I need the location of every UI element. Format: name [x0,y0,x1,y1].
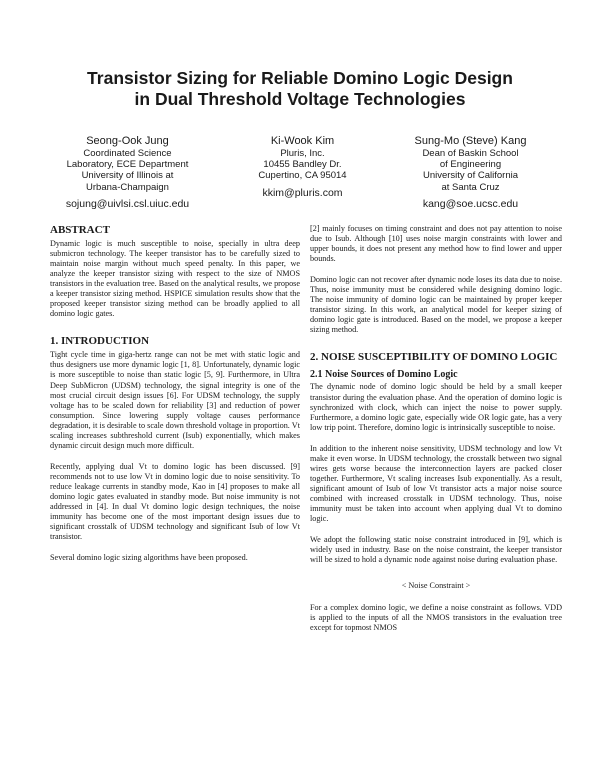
author-email: kang@soe.ucsc.edu [422,197,519,210]
title-line-2: in Dual Threshold Voltage Technologies [134,89,466,109]
author-affiliation-line: Urbana-Champaign [86,181,169,193]
right-paragraph-2: Domino logic can not recover after dynamic node loses its data due to noise. Thus, noise immunity must be considered while designing domino logic. The noise immunity of domino logic can be maintained by proper keeper transistor sizing. In this work, an analytical model for keeper sizing of domino logic gate is introduced. Based on the model, we propose a keeper sizing method. [310,275,562,335]
author-name: Sung-Mo (Steve) Kang [414,135,527,147]
intro-paragraph-3: Several domino logic sizing algorithms have been proposed. [50,553,248,563]
paper-title [40,68,560,110]
left-column [50,224,300,574]
noise-constraint-label: < Noise Constraint > [401,581,471,591]
author-affiliation-line: Cupertino, CA 95014 [258,170,347,182]
author-email: kkim@pluris.com [262,186,343,199]
author-affiliation-line: of Engineering [439,159,502,171]
author-name: Ki-Wook Kim [270,135,335,147]
author-affiliation-line: University of California [422,170,519,182]
intro-paragraph-2: Recently, applying dual Vt to domino logic has been discussed. [9] recommends not to use low Vt in domino logic due to noise sensitivity. To reduce leakage currents in standby mode, Kao in [4] proposes to make all domino logic gates evaluated in standby mode. But noise immunity is not addressed in [4]. In dual Vt domino logic design techniques, the noise immunity has become one of the most important design issues due to significant crosstalk of UDSM technology and significant Isub of low Vt transistor. [50,461,300,542]
author-email: sojung@uivlsi.csl.uiuc.edu [65,197,190,210]
author-affiliation-line: 10455 Bandley Dr. [263,159,342,171]
author-affiliation-line: Laboratory, ECE Department [66,159,189,171]
abstract-heading: ABSTRACT [50,224,110,236]
author-block-2 [230,134,375,200]
section-2-paragraph-3: We adopt the following static noise constraint introduced in [9], which is widely used in industry. Base on the noise constraint, the keeper transistor will be sized to hold a dynamic node against noise during evaluation phase. [310,535,562,565]
section-2-paragraph-1: The dynamic node of domino logic should be held by a small keeper transistor during the evaluation phase. And the operation of domino logic is synchronized with clock, which can inject the noise to power supply. Furthermore, a domino logic gate, especially wide OR logic gate, has a very low trip point. Therefore, domino logic is intrinsically susceptible to noise. [310,382,562,432]
author-affiliation-line: University of Illinois at [81,170,174,182]
subsection-2-1-heading: 2.1 Noise Sources of Domino Logic [310,369,458,381]
author-affiliation-line: Dean of Baskin School [422,148,519,159]
author-name: Seong-Ook Jung [86,135,169,147]
intro-paragraph-1: Tight cycle time in giga-hertz range can not be met with static logic and thus designers use more dynamic logic [1, 8]. Unfortunately, dynamic logic is more susceptible to noise than static logic [5, 9]. Furthermore, in Ultra Deep SubMicron (UDSM) technology, the signal integrity is one of the most crucial circuit design issues [6]. For UDSM technology, the supply voltage has to be scaled down for reliability [3] and reduction of power consumption. Since lowering supply voltage causes performance degradation, it is desirable to scale down threshold voltage in proportion. Vt scaling increases subthreshold current (Isub) exponentially, which makes dynamic circuit design much more difficult. [50,350,300,450]
author-block-3 [388,134,553,211]
right-column [310,224,562,644]
section-1-heading: 1. INTRODUCTION [50,335,150,348]
author-affiliation-line: Pluris, Inc. [280,148,325,159]
author-affiliation-line: Coordinated Science [83,148,172,159]
author-block-1 [50,134,205,211]
abstract-text: Dynamic logic is much susceptible to noise, specially in ultra deep submicron technology. The keeper transistor has to be carefully sized to maintain noise margin without much speed penalty. In this paper, we analyze the keeper transistor sizing with respect to the size of NMOS transistors in the evaluation tree. Based on the analytical results, we propose a keeper transistor sizing method. HSPICE simulation results show that the proposed keeper transistor sizing method can be broadly applied to all domino logic gates. [50,239,300,319]
section-2-paragraph-4: For a complex domino logic, we define a noise constraint as follows. VDD is applied to the inputs of all the NMOS transistors in the evaluation tree except for topmost NMOS [310,603,562,633]
title-line-1: Transistor Sizing for Reliable Domino Logic Design [87,68,513,88]
author-affiliation-line: at Santa Cruz [441,181,500,193]
section-2-heading: 2. NOISE SUSCEPTIBILITY OF DOMINO LOGIC [310,351,558,364]
section-2-paragraph-2: In addition to the inherent noise sensitivity, UDSM technology and low Vt make it even worse. In UDSM technology, the crosstalk between two signal wires gets worse because the interconnection layers are packed closer together. Furthermore, Vt scaling increases Isub exponentially. As a result, significant amount of Isub of low Vt transistor acts a major noise source combined with increased crosstalk in UDSM technology. Thus, noise immunity must be taken into account when applying dual Vt to domino logic. [310,443,562,524]
right-paragraph-1: [2] mainly focuses on timing constraint and does not pay attention to noise due to Isub. Although [10] uses noise margin constraints with lower and upper bounds, it does not present any method how to find lower and upper bounds. [310,224,562,264]
